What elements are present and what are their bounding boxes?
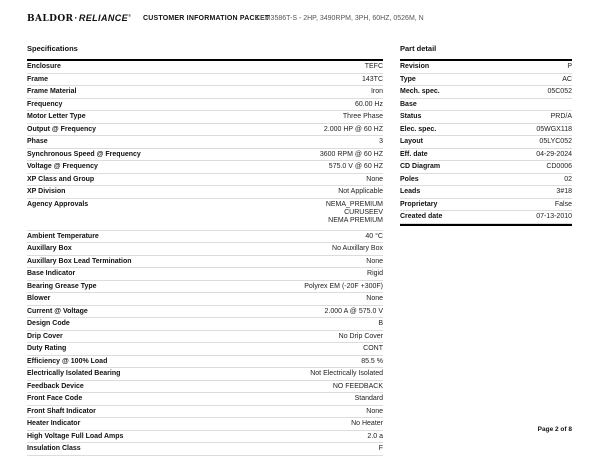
row-label: Poles: [400, 175, 419, 183]
specifications-section: [27, 44, 383, 456]
row-label: Mech. spec.: [400, 88, 440, 95]
table-row: [27, 99, 383, 112]
table-row: [400, 74, 572, 87]
table-row: [400, 149, 572, 162]
row-label: Voltage @ Frequency: [27, 163, 98, 170]
table-row: [400, 161, 572, 174]
table-row: [27, 111, 383, 124]
table-row: [27, 331, 383, 344]
row-label: Blower: [27, 295, 51, 302]
row-label: Frequency: [27, 100, 63, 108]
row-label: Base Indicator: [27, 270, 76, 277]
row-label: Current @ Voltage: [27, 307, 88, 315]
row-label: Efficiency @ 100% Load: [27, 357, 108, 365]
table-row: [400, 86, 572, 99]
table-row: [27, 281, 383, 294]
page-header: [0, 13, 600, 27]
table-row: [400, 174, 572, 187]
row-value: CD0006: [546, 163, 572, 170]
logo-separator: ·: [74, 13, 78, 23]
row-value: 05C052: [547, 88, 572, 95]
table-row: [27, 161, 383, 174]
row-value: 2.0 a: [367, 432, 383, 440]
row-label: High Voltage Full Load Amps: [27, 432, 124, 440]
row-value: None: [366, 257, 383, 265]
row-label: Design Code: [27, 320, 70, 327]
row-value: 2.000 A @ 575.0 V: [324, 307, 383, 315]
table-row: [400, 199, 572, 212]
row-label: Leads: [400, 188, 421, 195]
table-row: [27, 256, 383, 269]
part-detail-section: [400, 44, 572, 226]
row-label: Front Face Code: [27, 395, 83, 402]
row-label: Created date: [400, 213, 443, 220]
row-label: CD Diagram: [400, 163, 441, 170]
row-value: P: [567, 63, 572, 70]
row-label: Auxillary Box Lead Termination: [27, 257, 132, 265]
row-label: Phase: [27, 138, 48, 145]
part-detail-heading: Part detail: [400, 44, 437, 53]
row-value: None: [366, 175, 383, 183]
table-row: [27, 406, 383, 419]
table-row: [27, 199, 383, 231]
table-row: [27, 381, 383, 394]
row-value: NO FEEDBACK: [332, 382, 383, 390]
table-row: [27, 268, 383, 281]
row-label: Drip Cover: [27, 332, 63, 340]
row-label: Duty Rating: [27, 345, 67, 352]
row-label: Electrically Isolated Bearing: [27, 370, 121, 377]
table-row: [27, 418, 383, 431]
table-row: [27, 136, 383, 149]
document-title: CUSTOMER INFORMATION PACKET: [143, 14, 270, 22]
specifications-heading: Specifications: [27, 44, 78, 53]
row-value: 05LYC052: [539, 138, 572, 145]
table-row: [27, 443, 383, 456]
row-value: F: [378, 445, 383, 452]
table-row: [27, 393, 383, 406]
table-row: [27, 293, 383, 306]
row-value: 04-29-2024: [536, 150, 572, 158]
table-row: [27, 243, 383, 256]
table-row: [27, 74, 383, 87]
row-value: Not Applicable: [338, 188, 383, 195]
page-number: Page 2 of 8: [537, 426, 572, 433]
row-value: 02: [564, 175, 572, 183]
row-value: 40 °C: [365, 232, 383, 240]
row-value: Polyrex EM (-20F +300F): [304, 282, 383, 290]
row-label: Status: [400, 113, 422, 120]
row-label: Output @ Frequency: [27, 125, 97, 133]
row-label: Heater Indicator: [27, 420, 81, 427]
table-row: [27, 306, 383, 319]
row-label: Type: [400, 75, 416, 83]
row-value: False: [554, 200, 572, 208]
row-value: 60.00 Hz: [354, 100, 383, 108]
row-value: 2.000 HP @ 60 HZ: [323, 125, 383, 133]
row-label: Synchronous Speed @ Frequency: [27, 150, 141, 158]
row-label: Elec. spec.: [400, 125, 437, 133]
row-label: Eff. date: [400, 150, 428, 158]
logo-reliance-text: RELIANCE: [78, 13, 129, 23]
row-value: 3: [379, 138, 383, 145]
row-label: Bearing Grease Type: [27, 282, 97, 290]
row-label: XP Class and Group: [27, 175, 95, 183]
table-row: [400, 61, 572, 74]
table-row: [27, 124, 383, 137]
row-value: None: [366, 407, 383, 415]
table-row: [400, 136, 572, 149]
row-value: CONT: [363, 345, 383, 352]
logo-baldor-text: BALDOR: [27, 14, 74, 24]
row-value: PRD/A: [550, 113, 572, 120]
table-row: [27, 368, 383, 381]
row-value: 07-13-2010: [536, 213, 572, 220]
row-label: Feedback Device: [27, 382, 84, 390]
table-row: [400, 124, 572, 137]
trademark-symbol: ®: [128, 13, 132, 18]
row-value: 3#18: [556, 188, 572, 195]
row-value: Iron: [370, 88, 383, 95]
row-label: Layout: [400, 138, 423, 145]
table-row: [27, 431, 383, 444]
table-row: [400, 99, 572, 112]
table-row: [27, 186, 383, 199]
row-value: None: [366, 295, 383, 302]
table-row: [27, 149, 383, 162]
row-label: XP Division: [27, 188, 66, 195]
row-label: Base: [400, 100, 417, 108]
part-detail-table: [400, 59, 572, 226]
specifications-table: [27, 59, 383, 456]
row-value: Not Electrically Isolated: [310, 370, 383, 377]
table-row: [27, 174, 383, 187]
table-row: [27, 343, 383, 356]
row-label: Enclosure: [27, 63, 61, 70]
table-row: [27, 356, 383, 369]
row-label: Ambient Temperature: [27, 232, 99, 240]
baldor-reliance-logo: [27, 13, 131, 24]
product-description: CEM3586T-S - 2HP, 3490RPM, 3PH, 60HZ, 0526M, N: [255, 14, 424, 22]
row-value: No Drip Cover: [338, 332, 383, 340]
row-value: Standard: [354, 395, 383, 402]
row-value: Three Phase: [342, 113, 383, 120]
row-value: B: [378, 320, 383, 327]
table-row: [400, 186, 572, 199]
row-label: Frame Material: [27, 88, 77, 95]
row-value: AC: [562, 75, 572, 83]
row-value: 05WGX118: [536, 125, 572, 133]
row-label: Proprietary: [400, 200, 438, 208]
row-value: Rigid: [367, 270, 383, 277]
row-value: No Auxillary Box: [332, 245, 383, 252]
table-row: [27, 231, 383, 244]
row-value: 575.0 V @ 60 HZ: [328, 163, 383, 170]
row-label: Frame: [27, 75, 49, 83]
table-row: [400, 211, 572, 224]
row-label: Motor Letter Type: [27, 113, 86, 120]
row-label: Front Shaft Indicator: [27, 407, 96, 415]
row-label: Insulation Class: [27, 445, 81, 452]
table-row: [27, 318, 383, 331]
table-row: [27, 86, 383, 99]
row-value: TEFC: [364, 63, 383, 70]
row-value: No Heater: [351, 420, 383, 427]
table-row: [400, 111, 572, 124]
row-value: 143TC: [361, 75, 383, 83]
row-label: Auxillary Box: [27, 245, 72, 252]
row-value: NEMA_PREMIUM CURUSEEV NEMA PREMIUM: [325, 200, 383, 224]
row-label: Agency Approvals: [27, 200, 89, 208]
row-value: 85.5 %: [361, 357, 383, 365]
table-row: [27, 61, 383, 74]
row-label: Revision: [400, 63, 430, 70]
row-value: 3600 RPM @ 60 HZ: [319, 150, 383, 158]
